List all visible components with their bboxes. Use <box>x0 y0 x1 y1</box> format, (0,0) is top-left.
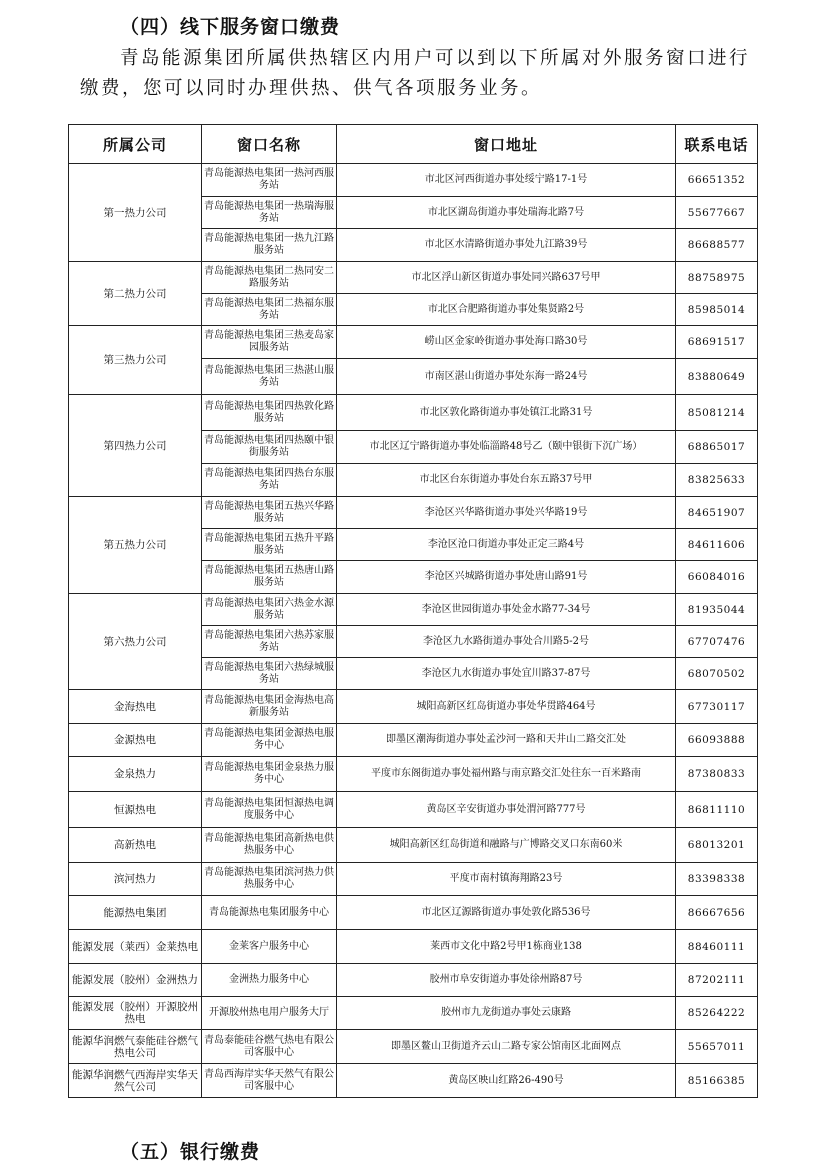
phone-cell: 84651907 <box>676 497 758 529</box>
window-address-cell: 市北区河西街道办事处绥宁路17-1号 <box>337 164 676 197</box>
window-name-cell: 青岛能源热电集团五热升平路服务站 <box>202 529 337 561</box>
company-cell: 第一热力公司 <box>69 164 202 262</box>
company-cell: 金源热电 <box>69 724 202 757</box>
table-row <box>69 828 758 863</box>
window-name-cell: 金洲热力服务中心 <box>202 964 337 997</box>
window-name-cell: 青岛能源热电集团六热苏家服务站 <box>202 626 337 658</box>
phone-cell: 85166385 <box>676 1064 758 1098</box>
window-name-cell: 青岛能源热电集团五热兴华路服务站 <box>202 497 337 529</box>
company-cell: 滨河热力 <box>69 863 202 896</box>
window-address-cell: 李沧区沧口街道办事处正定三路4号 <box>337 529 676 561</box>
company-cell: 金海热电 <box>69 690 202 724</box>
phone-cell: 66084016 <box>676 561 758 594</box>
phone-cell: 66651352 <box>676 164 758 197</box>
phone-cell: 68691517 <box>676 326 758 359</box>
window-name-cell: 青岛能源热电集团五热唐山路服务站 <box>202 561 337 594</box>
window-address-cell: 平度市南村镇海翔路23号 <box>337 863 676 896</box>
window-address-cell: 市北区辽宁路街道办事处临淄路48号乙（颐中银街下沉广场） <box>337 431 676 464</box>
window-address-cell: 崂山区金家岭街道办事处海口路30号 <box>337 326 676 359</box>
phone-cell: 81935044 <box>676 594 758 626</box>
window-name-cell: 青岛能源热电集团一热九江路服务站 <box>202 229 337 262</box>
phone-cell: 83825633 <box>676 464 758 497</box>
header-window-address: 窗口地址 <box>337 125 676 164</box>
window-name-cell: 青岛泰能硅谷燃气热电有限公司客服中心 <box>202 1030 337 1064</box>
window-name-cell: 青岛能源热电集团六热金水源服务站 <box>202 594 337 626</box>
table-row <box>69 690 758 724</box>
company-cell: 第二热力公司 <box>69 262 202 326</box>
phone-cell: 86811110 <box>676 792 758 828</box>
window-address-cell: 市北区合肥路街道办事处集贤路2号 <box>337 294 676 326</box>
window-name-cell: 青岛能源热电集团四热敦化路服务站 <box>202 395 337 431</box>
phone-cell: 55657011 <box>676 1030 758 1064</box>
window-address-cell: 城阳高新区红岛街道办事处华贯路464号 <box>337 690 676 724</box>
window-address-cell: 城阳高新区红岛街道和融路与广博路交叉口东南60米 <box>337 828 676 863</box>
window-name-cell: 青岛能源热电集团三热湛山服务站 <box>202 359 337 395</box>
table-row <box>69 594 758 626</box>
window-name-cell: 青岛能源热电集团四热台东服务站 <box>202 464 337 497</box>
phone-cell: 87202111 <box>676 964 758 997</box>
company-cell: 金泉热力 <box>69 757 202 792</box>
company-cell: 能源热电集团 <box>69 896 202 930</box>
section-4-heading: （四）线下服务窗口缴费 <box>120 16 341 38</box>
table-row <box>69 497 758 529</box>
window-name-cell: 青岛西海岸实华天然气有限公司客服中心 <box>202 1064 337 1098</box>
window-name-cell: 青岛能源热电集团六热绿城服务站 <box>202 658 337 690</box>
phone-cell: 67707476 <box>676 626 758 658</box>
table-row <box>69 262 758 294</box>
window-name-cell: 青岛能源热电集团一热瑞海服务站 <box>202 197 337 229</box>
phone-cell: 85081214 <box>676 395 758 431</box>
service-window-table <box>68 124 758 1098</box>
window-name-cell: 开源胶州热电用户服务大厅 <box>202 997 337 1030</box>
phone-cell: 84611606 <box>676 529 758 561</box>
phone-cell: 68013201 <box>676 828 758 863</box>
company-cell: 能源发展（胶州）开源胶州热电 <box>69 997 202 1030</box>
table-row <box>69 326 758 359</box>
header-window-name: 窗口名称 <box>202 125 337 164</box>
window-address-cell: 莱西市文化中路2号甲1栋商业138 <box>337 930 676 964</box>
table-row <box>69 964 758 997</box>
window-name-cell: 青岛能源热电集团二热福东服务站 <box>202 294 337 326</box>
company-cell: 能源发展（莱西）金莱热电 <box>69 930 202 964</box>
section-5-heading: （五）银行缴费 <box>120 1141 261 1163</box>
window-address-cell: 市南区湛山街道办事处东海一路24号 <box>337 359 676 395</box>
table-row <box>69 930 758 964</box>
phone-cell: 88460111 <box>676 930 758 964</box>
phone-cell: 68070502 <box>676 658 758 690</box>
company-cell: 第五热力公司 <box>69 497 202 594</box>
window-address-cell: 胶州市阜安街道办事处徐州路87号 <box>337 964 676 997</box>
phone-cell: 85985014 <box>676 294 758 326</box>
window-address-cell: 李沧区九水街道办事处宜川路37-87号 <box>337 658 676 690</box>
table-body <box>69 164 758 1098</box>
table-row <box>69 863 758 896</box>
table-row <box>69 792 758 828</box>
table-row <box>69 1030 758 1064</box>
window-address-cell: 市北区水清路街道办事处九江路39号 <box>337 229 676 262</box>
window-address-cell: 黄岛区映山红路26-490号 <box>337 1064 676 1098</box>
company-cell: 能源华润燃气泰能硅谷燃气热电公司 <box>69 1030 202 1064</box>
window-address-cell: 市北区湖岛街道办事处瑞海北路7号 <box>337 197 676 229</box>
table-row <box>69 724 758 757</box>
window-name-cell: 青岛能源热电集团金泉热力服务中心 <box>202 757 337 792</box>
window-address-cell: 李沧区世园街道办事处金水路77-34号 <box>337 594 676 626</box>
window-address-cell: 即墨区鳌山卫街道齐云山二路专家公馆南区北面网点 <box>337 1030 676 1064</box>
window-name-cell: 青岛能源热电集团三热麦岛家园服务站 <box>202 326 337 359</box>
window-name-cell: 青岛能源热电集团滨河热力供热服务中心 <box>202 863 337 896</box>
company-cell: 能源发展（胶州）金洲热力 <box>69 964 202 997</box>
table-row <box>69 395 758 431</box>
company-cell: 第三热力公司 <box>69 326 202 395</box>
header-company: 所属公司 <box>69 125 202 164</box>
phone-cell: 67730117 <box>676 690 758 724</box>
company-cell: 能源华润燃气西海岸实华天然气公司 <box>69 1064 202 1098</box>
table-row <box>69 896 758 930</box>
window-address-cell: 市北区台东街道办事处台东五路37号甲 <box>337 464 676 497</box>
table-row <box>69 757 758 792</box>
window-name-cell: 青岛能源热电集团四热颐中银街服务站 <box>202 431 337 464</box>
phone-cell: 85264222 <box>676 997 758 1030</box>
phone-cell: 66093888 <box>676 724 758 757</box>
phone-cell: 83880649 <box>676 359 758 395</box>
phone-cell: 88758975 <box>676 262 758 294</box>
company-cell: 高新热电 <box>69 828 202 863</box>
window-name-cell: 青岛能源热电集团二热同安二路服务站 <box>202 262 337 294</box>
table-row <box>69 1064 758 1098</box>
company-cell: 第四热力公司 <box>69 395 202 497</box>
phone-cell: 86667656 <box>676 896 758 930</box>
window-address-cell: 平度市东阁街道办事处福州路与南京路交汇处往东一百米路南 <box>337 757 676 792</box>
window-name-cell: 青岛能源热电集团高新热电供热服务中心 <box>202 828 337 863</box>
phone-cell: 87380833 <box>676 757 758 792</box>
window-name-cell: 青岛能源热电集团服务中心 <box>202 896 337 930</box>
header-phone: 联系电话 <box>676 125 758 164</box>
window-address-cell: 市北区浮山新区街道办事处同兴路637号甲 <box>337 262 676 294</box>
phone-cell: 86688577 <box>676 229 758 262</box>
phone-cell: 68865017 <box>676 431 758 464</box>
window-name-cell: 青岛能源热电集团一热河西服务站 <box>202 164 337 197</box>
table-row <box>69 997 758 1030</box>
window-name-cell: 青岛能源热电集团恒源热电调度服务中心 <box>202 792 337 828</box>
window-address-cell: 李沧区兴华路街道办事处兴华路19号 <box>337 497 676 529</box>
window-address-cell: 李沧区九水路街道办事处合川路5-2号 <box>337 626 676 658</box>
window-name-cell: 青岛能源热电集团金源热电服务中心 <box>202 724 337 757</box>
window-address-cell: 黄岛区辛安街道办事处渭河路777号 <box>337 792 676 828</box>
company-cell: 恒源热电 <box>69 792 202 828</box>
table-row <box>69 164 758 197</box>
company-cell: 第六热力公司 <box>69 594 202 690</box>
window-address-cell: 市北区敦化路街道办事处镇江北路31号 <box>337 395 676 431</box>
intro-paragraph: 青岛能源集团所属供热辖区内用户可以到以下所属对外服务窗口进行缴费，您可以同时办理供热、供气各项服务业务。 <box>80 48 751 99</box>
window-name-cell: 金莱客户服务中心 <box>202 930 337 964</box>
table-header-row <box>69 125 758 164</box>
window-address-cell: 胶州市九龙街道办事处云康路 <box>337 997 676 1030</box>
phone-cell: 83398338 <box>676 863 758 896</box>
phone-cell: 55677667 <box>676 197 758 229</box>
window-address-cell: 即墨区潮海街道办事处孟沙河一路和天井山二路交汇处 <box>337 724 676 757</box>
window-address-cell: 李沧区兴城路街道办事处唐山路91号 <box>337 561 676 594</box>
window-address-cell: 市北区辽源路街道办事处敦化路536号 <box>337 896 676 930</box>
window-name-cell: 青岛能源热电集团金海热电高新服务站 <box>202 690 337 724</box>
